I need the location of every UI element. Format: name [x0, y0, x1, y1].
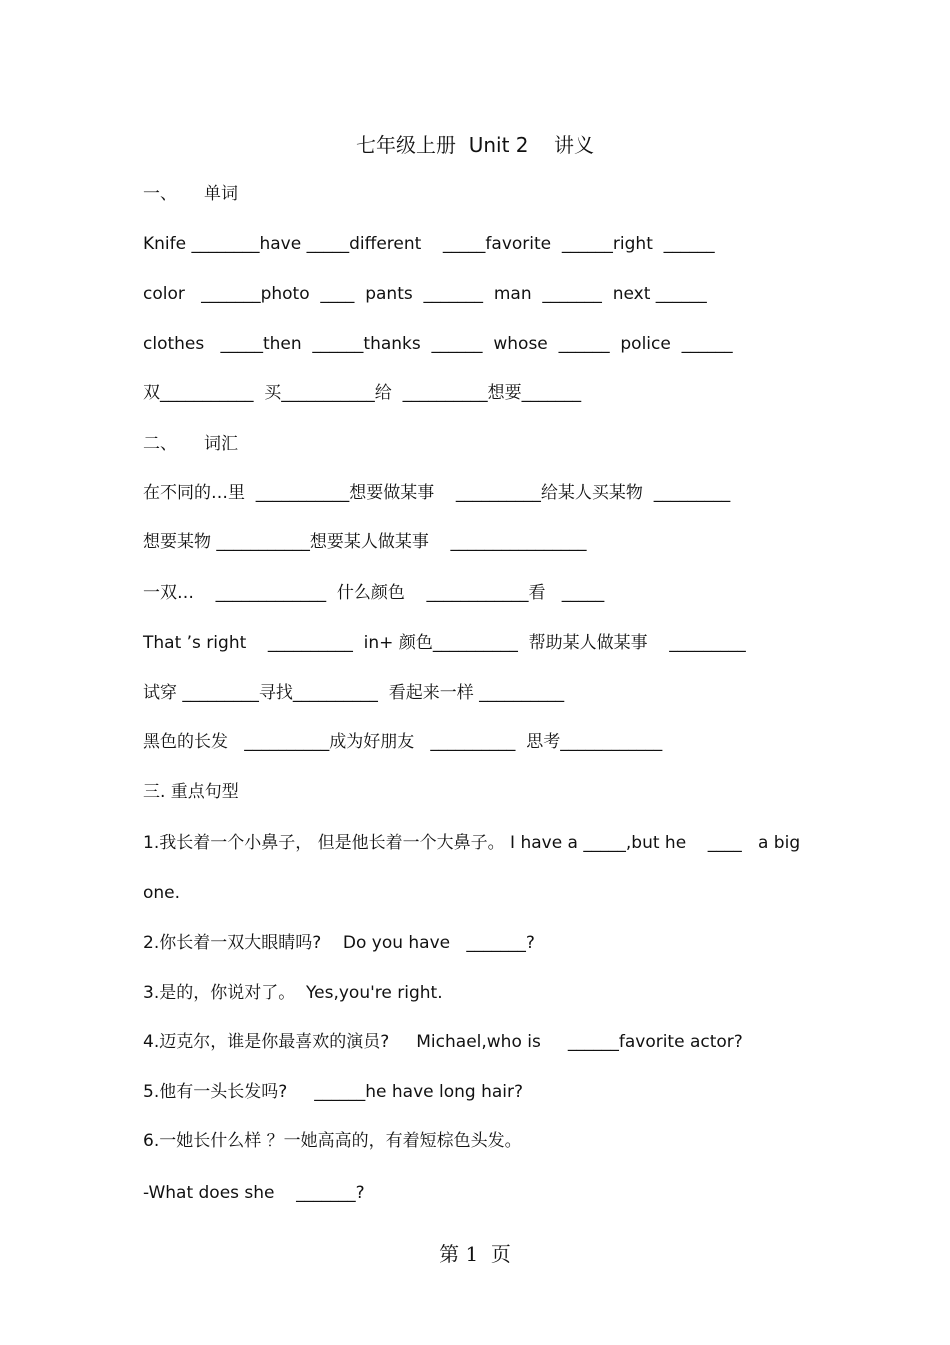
phrase-line-5: 试穿 _________寻找__________ 看起来一样 __________: [143, 683, 565, 703]
sentence-line-4: 4.迈克尔，谁是你最喜欢的演员? Michael,who is ______favorite actor?: [143, 1032, 743, 1052]
sentence-line-7: -What does she _______?: [143, 1183, 365, 1203]
phrase-line-1: 在不同的…里 ___________想要做某事 __________给某人买某物 _________: [143, 483, 731, 503]
phrase-line-2: 想要某物 ___________想要某人做某事 ________________: [143, 532, 587, 552]
phrase-line-6: 黑色的长发 __________成为好朋友 __________ 思考____________: [143, 732, 663, 752]
vocab-line-2: color _______photo ____ pants _______ man _______ next ______: [143, 284, 707, 304]
phrase-line-3: 一双… _____________ 什么颜色 ____________看 _____: [143, 583, 605, 603]
vocab-line-3: clothes _____then ______thanks ______ whose ______ police ______: [143, 334, 733, 354]
sentence-line-6: 6.一她长什么样 ？一她高高的，有着短棕色头发。: [143, 1131, 522, 1151]
sentence-line-3: 3.是的，你说对了。 Yes,you're right.: [143, 983, 443, 1003]
vocab-line-4: 双___________ 买___________给 __________想要_______: [143, 383, 582, 403]
phrase-line-4: That ’s right __________ in+ 颜色__________ 帮助某人做某事 _________: [143, 633, 746, 653]
section-2-heading: 二、 词汇: [143, 434, 239, 454]
page-number: 第 1 页: [439, 1242, 511, 1266]
sentence-line-2: 2.你长着一双大眼睛吗? Do you have _______?: [143, 933, 535, 953]
section-3-heading: 三. 重点句型: [143, 782, 239, 802]
document-title: 七年级上册 Unit 2 讲义: [356, 133, 594, 157]
vocab-line-1: Knife ________have _____different _____favorite ______right ______: [143, 234, 715, 254]
sentence-line-1-continued: one.: [143, 883, 181, 903]
section-1-heading: 一、 单词: [143, 184, 239, 204]
sentence-line-5: 5.他有一头长发吗? ______he have long hair?: [143, 1082, 524, 1102]
sentence-line-1: 1.我长着一个小鼻子， 但是他长着一个大鼻子。 I have a _____,but he ____ a big: [143, 833, 801, 853]
